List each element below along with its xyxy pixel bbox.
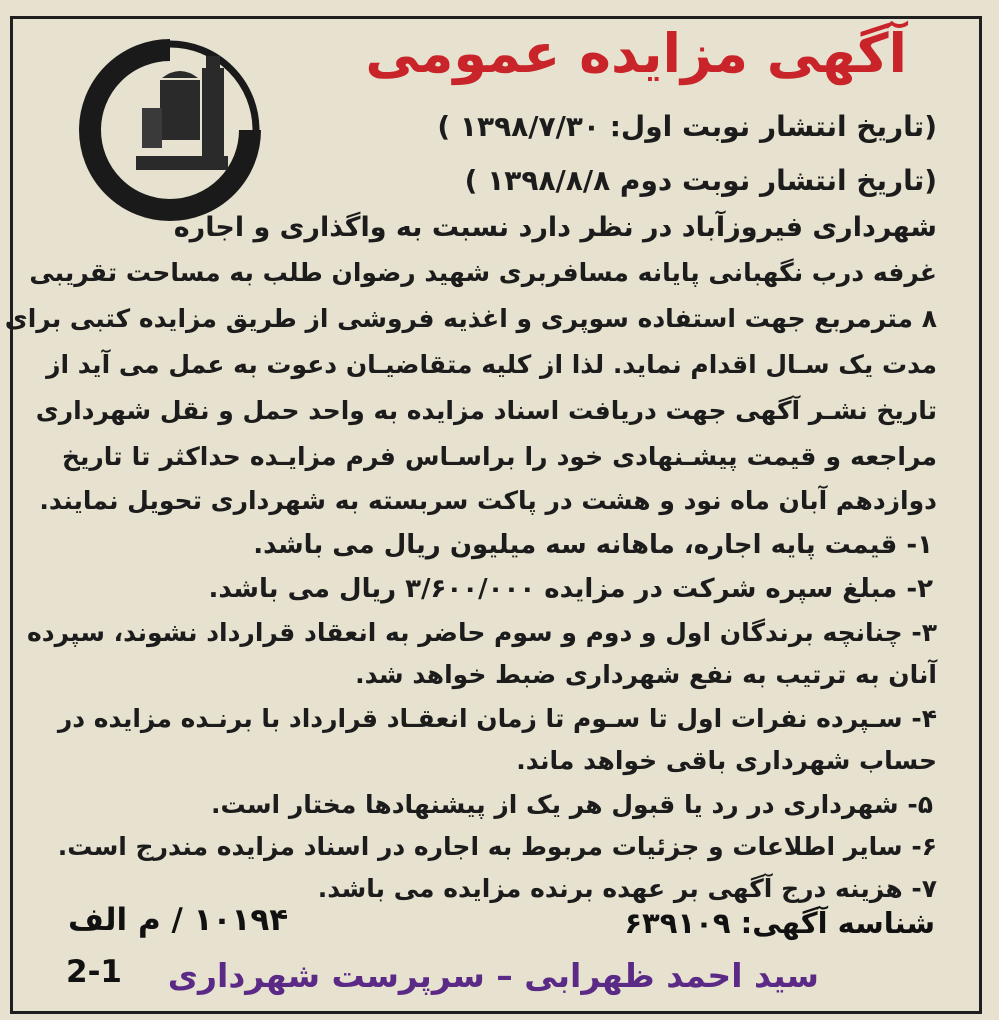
ad-id: شناسه آگهی: ۶۳۹۱۰۹: [624, 906, 935, 940]
body-line: مدت یک سـال اقدام نماید. لذا از کلیه متقاضیـان دعوت به عمل می آید از: [46, 350, 937, 379]
body-line: غرفه درب نگهبانی پایانه مسافربری شهید رضوان طلب به مساحت تقریبی: [29, 258, 937, 287]
body-line: ۸ مترمربع جهت استفاده سوپری و اغذیه فروشی از طریق مزایده کتبی برای: [4, 304, 937, 333]
condition-item: ۶- سایر اطلاعات و جزئیات مربوط به اجاره در اسناد مزایده مندرج است.: [57, 832, 937, 861]
reference-number: ۱۰۱۹۴ / م الف: [68, 902, 289, 938]
notice-title: آگهی مزایده عمومی: [365, 22, 907, 85]
reference-suffix: 2-1: [66, 954, 123, 990]
condition-item: ۴- سـپرده نفرات اول تا سـوم تا زمان انعقـاد قرارداد با برنـده مزایده در: [57, 704, 937, 733]
body-line: شهرداری فیروزآباد در نظر دارد نسبت به واگذاری و اجاره: [173, 212, 937, 243]
signature: سید احمد ظهرابی – سرپرست شهرداری: [167, 956, 819, 995]
condition-item: ۲- مبلغ سپره شرکت در مزایده ۳/۶۰۰/۰۰۰ ریال می باشد.: [208, 574, 933, 604]
first-publish-date: (تاریخ انتشار نوبت اول: ۱۳۹۸/۷/۳۰ ): [437, 110, 937, 143]
condition-item: ۷- هزینه درج آگهی بر عهده برنده مزایده می باشد.: [317, 874, 937, 903]
body-line: تاریخ نشـر آگهی جهت دریافت اسناد مزایده به واحد حمل و نقل شهرداری: [35, 396, 937, 425]
municipality-seal-icon: [78, 38, 262, 222]
condition-item-continued: آنان به ترتیب به نفع شهرداری ضبط خواهد شد.: [355, 660, 937, 689]
second-publish-date: (تاریخ انتشار نوبت دوم ۱۳۹۸/۸/۸ ): [464, 164, 937, 197]
body-line: مراجعه و قیمت پیشـنهادی خود را براسـاس فرم مزایـده حداکثر تا تاریخ: [62, 442, 937, 471]
condition-item: ۳- چنانچه برندگان اول و دوم و سوم حاضر به انعقاد قرارداد نشوند، سپرده: [27, 618, 937, 647]
condition-item-continued: حساب شهرداری باقی خواهد ماند.: [516, 746, 937, 775]
condition-item: ۱- قیمت پایه اجاره، ماهانه سه میلیون ریال می باشد.: [253, 530, 933, 560]
condition-item: ۵- شهرداری در رد یا قبول هر یک از پیشنهادها مختار است.: [211, 790, 933, 819]
body-line: دوازدهم آبان ماه نود و هشت در پاکت سربسته به شهرداری تحویل نمایند.: [39, 486, 937, 515]
